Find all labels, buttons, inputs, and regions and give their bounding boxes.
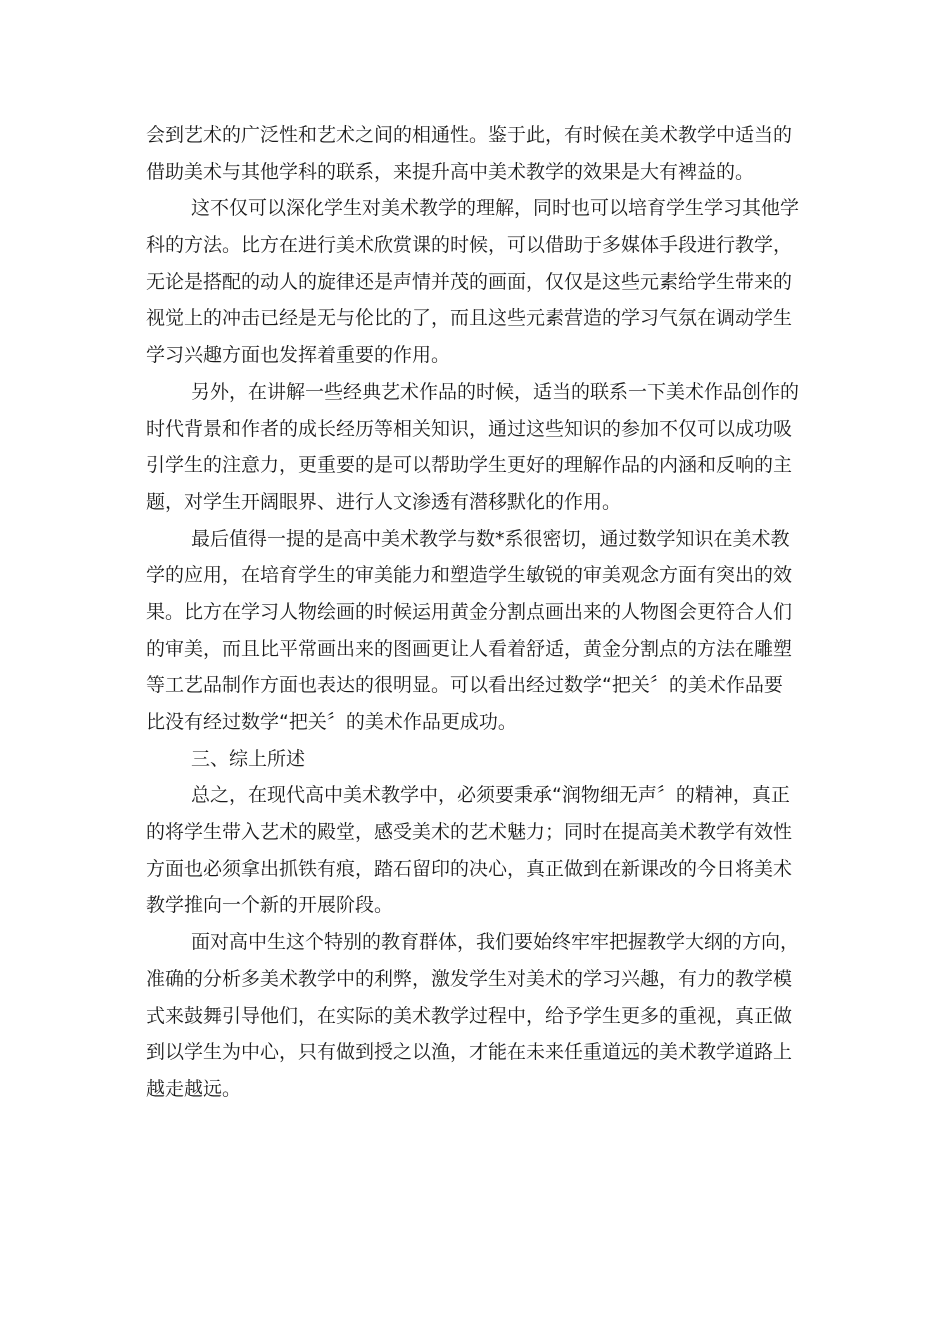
- text-line: 比没有经过数学“把关〞的美术作品更成功。: [146, 711, 517, 733]
- text-line: 科的方法。比方在进行美术欣赏课的时候，可以借助于多媒体手段进行教学，: [146, 234, 793, 257]
- text-line: 引学生的注意力，更重要的是可以帮助学生更好的理解作品的内涵和反响的主: [146, 454, 793, 477]
- text-line: 视觉上的冲击已经是无与伦比的了，而且这些元素营造的学习气氛在调动学生: [146, 307, 793, 330]
- text-line: 的审美，而且比平常画出来的图画更让人看着舒适，黄金分割点的方法在雕塑: [146, 637, 793, 660]
- text-line: 的将学生带入艺术的殿堂，感受美术的艺术魅力；同时在提高美术教学有效性: [146, 821, 793, 844]
- text-line: 准确的分析多美术教学中的利弊，激发学生对美术的学习兴趣，有力的教学模: [146, 967, 793, 990]
- text-line: 面对高中生这个特别的教育群体，我们要始终牢牢把握教学大纲的方向，: [191, 931, 800, 954]
- text-line: 会到艺术的广泛性和艺术之间的相通性。鉴于此，有时候在美术教学中适当的: [146, 124, 793, 146]
- text-line: 越走越远。: [146, 1077, 242, 1100]
- text-line: 无论是搭配的动人的旋律还是声情并茂的画面，仅仅是这些元素给学生带来的: [146, 270, 793, 293]
- body-text: [146, 117, 806, 1108]
- text-line: 学的应用，在培育学生的审美能力和塑造学生敏锐的审美观念方面有突出的效: [146, 564, 793, 587]
- text-line: 方面也必须拿出抓铁有痕，踏石留印的决心，真正做到在新课改的今日将美术: [146, 857, 793, 880]
- text-line: 借助美术与其他学科的联系，来提升高中美术教学的效果是大有裨益的。: [146, 160, 755, 183]
- text-line: 到以学生为中心，只有做到授之以渔，才能在未来任重道远的美术教学道路上: [146, 1041, 793, 1064]
- text-line: 学习兴趣方面也发挥着重要的作用。: [146, 344, 451, 367]
- text-line: 教学推向一个新的开展阶段。: [146, 894, 394, 917]
- text-line: 另外，在讲解一些经典艺术作品的时候，适当的联系一下美术作品创作的: [191, 380, 800, 403]
- text-line: 这不仅可以深化学生对美术教学的理解，同时也可以培育学生学习其他学: [191, 197, 800, 220]
- text-line: 时代背景和作者的成长经历等相关知识，通过这些知识的参加不仅可以成功吸: [146, 417, 793, 440]
- text-line: 三、综上所述: [191, 747, 306, 770]
- text-line: 等工艺品制作方面也表达的很明显。可以看出经过数学“把关〞的美术作品要: [146, 674, 783, 697]
- text-line: 式来鼓舞引导他们，在实际的美术教学过程中，给予学生更多的重视，真正做: [146, 1004, 793, 1027]
- text-line: 总之，在现代高中美术教学中，必须要秉承“润物细无声〞的精神，真正: [191, 784, 790, 807]
- text-line: 最后值得一提的是高中美术教学与数*系很密切，通过数学知识在美术教: [191, 527, 790, 550]
- text-line: 果。比方在学习人物绘画的时候运用黄金分割点画出来的人物图会更符合人们: [146, 600, 793, 623]
- text-line: 题，对学生开阔眼界、进行人文渗透有潜移默化的作用。: [146, 490, 622, 513]
